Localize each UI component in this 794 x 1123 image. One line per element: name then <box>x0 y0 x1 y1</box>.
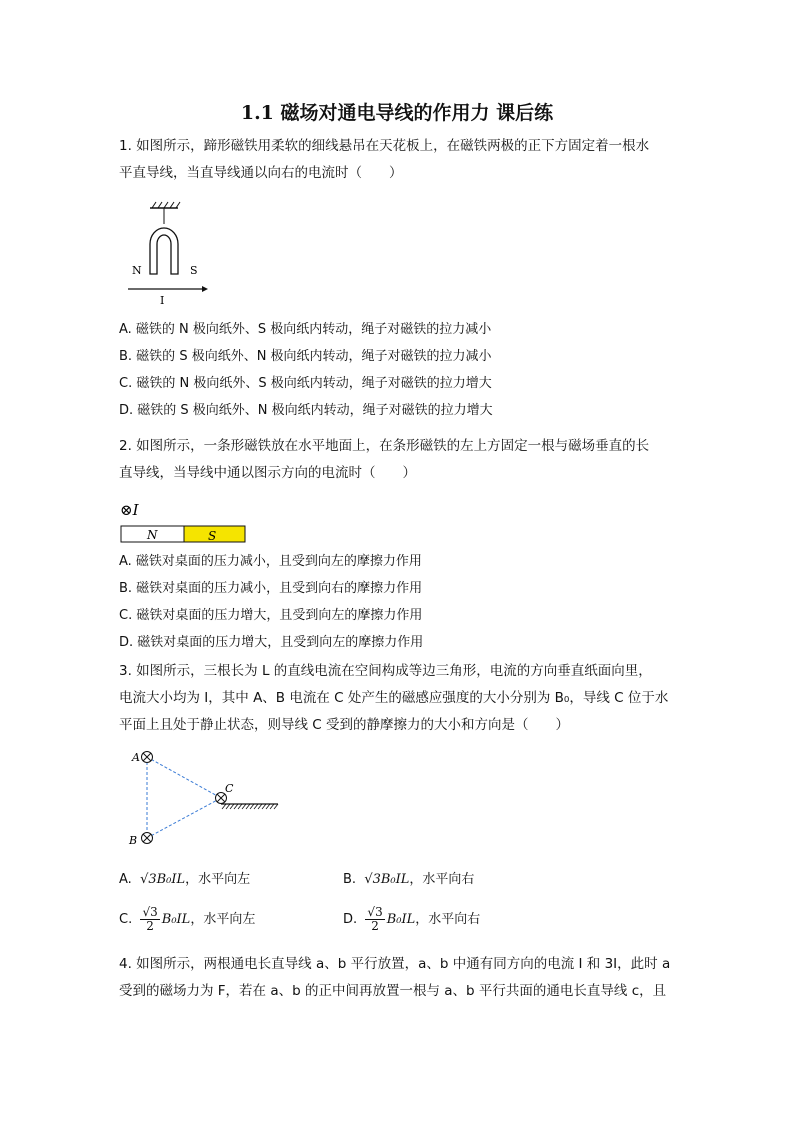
q1-option-d: D. 磁铁的 S 极向纸外、N 极向纸内转动，绳子对磁铁的拉力增大 <box>119 403 493 418</box>
q3-option-a: A. √3B₀IL，水平向左 <box>119 872 251 887</box>
q1-option-c: C. 磁铁的 N 极向纸外、S 极向纸内转动，绳子对磁铁的拉力增大 <box>119 376 492 391</box>
fig-s-label: S <box>190 264 198 277</box>
q1-figure <box>122 196 217 308</box>
fig-current-label: I <box>160 294 165 307</box>
q3-option-b: B. √3B₀IL，水平向右 <box>343 872 475 887</box>
horseshoe-magnet <box>150 228 178 274</box>
ceiling-hatch <box>150 202 180 208</box>
q2-stem-line2: 直导线，当导线中通以图示方向的电流时（ ） <box>119 465 416 481</box>
q4-stem-line2: 受到的磁场力为 F，若在 a、b 的正中间再放置一根与 a、b 平行共面的通电长直导线 c，且 <box>119 983 667 999</box>
q2-figure <box>118 498 250 546</box>
triangle-side-bc <box>147 798 221 838</box>
q3-stem-line1: 3. 如图所示，三根长为 L 的直线电流在空间构成等边三角形，电流的方向垂直纸面向里， <box>119 663 652 679</box>
magnet-n-label: N <box>147 528 158 542</box>
current-arrow-icon <box>202 286 208 292</box>
q3-stem-line3: 平面上且处于静止状态，则导线 C 受到的静摩擦力的大小和方向是（ ） <box>119 717 570 733</box>
q1-stem-line1: 1. 如图所示，蹄形磁铁用柔软的细线悬吊在天花板上，在磁铁两极的正下方固定着一根水 <box>119 138 650 154</box>
q3-option-b-expr: √3B₀IL <box>364 872 410 887</box>
q3-stem-line2: 电流大小均为 I，其中 A、B 电流在 C 处产生的磁感应强度的大小分别为 B₀，导线 C 位于水 <box>119 690 669 706</box>
triangle-side-ac <box>147 757 221 798</box>
ground-hatch <box>222 804 278 809</box>
q3-option-d-fraction: $\frac{√3}{2}$ <box>367 905 383 933</box>
magnet-s-label: S <box>208 529 217 543</box>
wire-b-into-page-icon <box>142 833 153 844</box>
q1-option-a: A. 磁铁的 N 极向纸外、S 极向纸内转动，绳子对磁铁的拉力减小 <box>119 322 492 337</box>
page-title: 1.1 磁场对通电导线的作用力 课后练 <box>240 102 554 124</box>
q2-option-d: D. 磁铁对桌面的压力增大，且受到向左的摩擦力作用 <box>119 635 424 650</box>
fig-n-label: N <box>132 264 142 277</box>
label-a: A <box>132 751 140 764</box>
q1-option-b: B. 磁铁的 S 极向纸外、N 极向纸内转动，绳子对磁铁的拉力减小 <box>119 349 492 364</box>
q3-option-c-fraction: $\frac{√3}{2}$ <box>142 905 158 933</box>
q1-stem-line2: 平直导线，当直导线通以向右的电流时（ ） <box>119 165 403 181</box>
current-into-page-label: ⊗I <box>120 501 139 519</box>
label-b: B <box>129 834 138 847</box>
q3-option-a-expr: √3B₀IL <box>140 872 186 887</box>
q2-option-a: A. 磁铁对桌面的压力减小，且受到向左的摩擦力作用 <box>119 554 422 569</box>
label-c: C <box>225 782 234 795</box>
q3-figure <box>126 746 284 850</box>
q3-option-d: D. $\frac{√3}{2}$ B₀IL，水平向右 <box>343 905 481 933</box>
q2-stem-line1: 2. 如图所示，一条形磁铁放在水平地面上，在条形磁铁的左上方固定一根与磁场垂直的长 <box>119 438 650 454</box>
q4-stem-line1: 4. 如图所示，两根通电长直导线 a、b 平行放置，a、b 中通有同方向的电流 I 和 3I，此时 a <box>119 956 671 972</box>
q2-option-b: B. 磁铁对桌面的压力减小，且受到向右的摩擦力作用 <box>119 581 423 596</box>
q2-option-c: C. 磁铁对桌面的压力增大，且受到向左的摩擦力作用 <box>119 608 423 623</box>
wire-a-into-page-icon <box>142 752 153 763</box>
q3-option-c: C. $\frac{√3}{2}$ B₀IL，水平向左 <box>119 905 256 933</box>
